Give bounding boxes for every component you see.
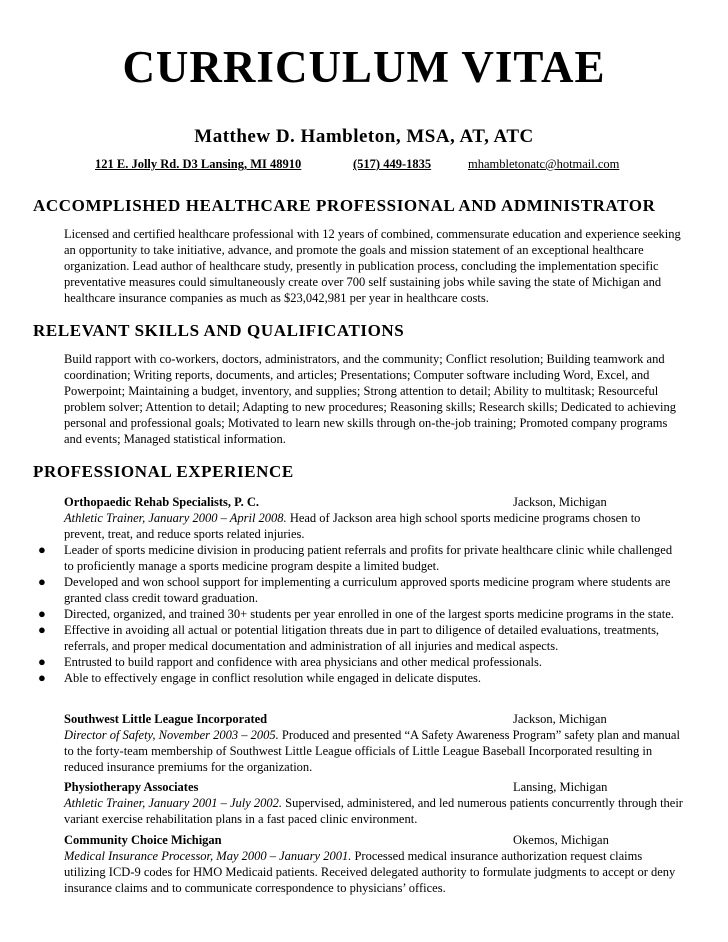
bullet-text: Effective in avoiding all actual or potential litigation threats due in part to diligence of detailed evaluations, treatments, referrals, and proper medical documentation and administration of all injuries and medical aspects. (64, 623, 660, 653)
job-role: Medical Insurance Processor, May 2000 – January 2001. (64, 849, 352, 863)
contact-address: 121 E. Jolly Rd. D3 Lansing, MI 48910 (95, 157, 302, 171)
job-desc-text: Supervised, administered, and led numerous patients concurrently through their variant exercise rehabilitation plans in a fast paced clinic environment. (64, 796, 683, 826)
job-role: Athletic Trainer, January 2001 – July 2002. (64, 796, 283, 810)
summary-text: Licensed and certified healthcare professional with 12 years of combined, commensurate education and experience seeking an opportunity to take initiative, advance, and promote the goals and mission statement of an exceptional healthcare organization. Lead author of healthcare study, presently in publication process, concluding the implementation specific preventative measures could simultaneously create over 700 self sustaining jobs while saving the state of Michigan and healthcare insurance companies as much as $23,042,981 per year in healthcare costs. (64, 227, 681, 305)
summary-heading: ACCOMPLISHED HEALTHCARE PROFESSIONAL AND ADMINISTRATOR (33, 196, 656, 215)
job-header (64, 494, 684, 510)
job-company: Community Choice Michigan (64, 833, 222, 847)
job-company: Physiotherapy Associates (64, 780, 199, 794)
job-physiotherapy-associates (64, 779, 684, 827)
experience-heading: PROFESSIONAL EXPERIENCE (33, 462, 294, 481)
job-location: Lansing, Michigan (513, 780, 608, 794)
job-location: Jackson, Michigan (513, 712, 607, 726)
bullet-icon: ● (38, 622, 46, 637)
job-orthopaedic-rehab (64, 494, 684, 542)
bullet-text: Entrusted to build rapport and confidence with area physicians and other medical professionals. (64, 655, 542, 669)
job-bullet-list (38, 542, 684, 686)
skills-text: Build rapport with co-workers, doctors, administrators, and the community; Conflict resolution; Building teamwork and coordination; Writing reports, documents, and articles; Presentations; Computer software including Word, Excel, and Powerpoint; Maintaining a budget, inventory, and supplies; Strong attention to detail; Ability to multitask; Resourceful problem solver; Attention to detail; Adapting to new procedures; Reasoning skills; Research skills; Dedicated to achieving personal and professional goals; Motivated to learn new skills through on-the-job training; Promoted company programs and events; Managed statistical information. (64, 352, 677, 446)
job-description (64, 848, 684, 896)
contact-line (95, 157, 695, 175)
job-southwest-little-league (64, 711, 684, 775)
job-description (64, 727, 684, 775)
list-item (38, 670, 684, 686)
job-location: Jackson, Michigan (513, 495, 607, 509)
job-community-choice-michigan (64, 832, 684, 896)
job-role: Director of Safety, November 2003 – 2005. (64, 728, 279, 742)
skills-heading: RELEVANT SKILLS AND QUALIFICATIONS (33, 321, 405, 340)
list-item (38, 654, 684, 670)
job-desc-text: Head of Jackson area high school sports medicine programs chosen to prevent, treat, and reduce sports related injuries. (64, 511, 641, 541)
bullet-icon: ● (38, 606, 46, 621)
list-item (38, 542, 684, 574)
document-title: CURRICULUM VITAE (122, 42, 606, 92)
bullet-icon: ● (38, 574, 46, 589)
job-description (64, 795, 684, 827)
job-header (64, 832, 684, 848)
job-company: Orthopaedic Rehab Specialists, P. C. (64, 495, 260, 509)
candidate-name: Matthew D. Hambleton, MSA, AT, ATC (194, 126, 534, 147)
bullet-icon: ● (38, 670, 46, 685)
bullet-text: Able to effectively engage in conflict resolution while engaged in delicate disputes. (64, 671, 481, 685)
bullet-icon: ● (38, 542, 46, 557)
job-header (64, 711, 684, 727)
job-role: Athletic Trainer, January 2000 – April 2008. (64, 511, 287, 525)
contact-email[interactable]: mhambletonatc@hotmail.com (468, 157, 620, 171)
job-desc-text: Produced and presented “A Safety Awareness Program” safety plan and manual to the forty-team membership of Southwest Little League officials of Little League Baseball Incorporated resulting in reduced insurance premiums for the organization. (64, 728, 680, 774)
bullet-text: Directed, organized, and trained 30+ students per year enrolled in one of the largest sports medicine programs in the state. (64, 607, 674, 621)
job-company: Southwest Little League Incorporated (64, 712, 268, 726)
job-description (64, 510, 684, 542)
contact-phone: (517) 449-1835 (353, 157, 432, 171)
job-header (64, 779, 684, 795)
bullet-text: Developed and won school support for implementing a curriculum approved sports medicine program where students are granted class credit toward graduation. (64, 575, 671, 605)
list-item (38, 622, 684, 654)
list-item (38, 606, 684, 622)
bullet-icon: ● (38, 654, 46, 669)
list-item (38, 574, 684, 606)
job-location: Okemos, Michigan (513, 833, 609, 847)
job-desc-text: Processed medical insurance authorization request claims utilizing ICD-9 codes for HMO Medicaid patients. Received delegated authority to formulate judgments to accept or deny insurance claims and to communicate correspondence to physicians’ offices. (64, 849, 676, 895)
bullet-text: Leader of sports medicine division in producing patient referrals and profits for private healthcare clinic while challenged to proficiently manage a sports medicine program despite a limited budget. (64, 543, 673, 573)
